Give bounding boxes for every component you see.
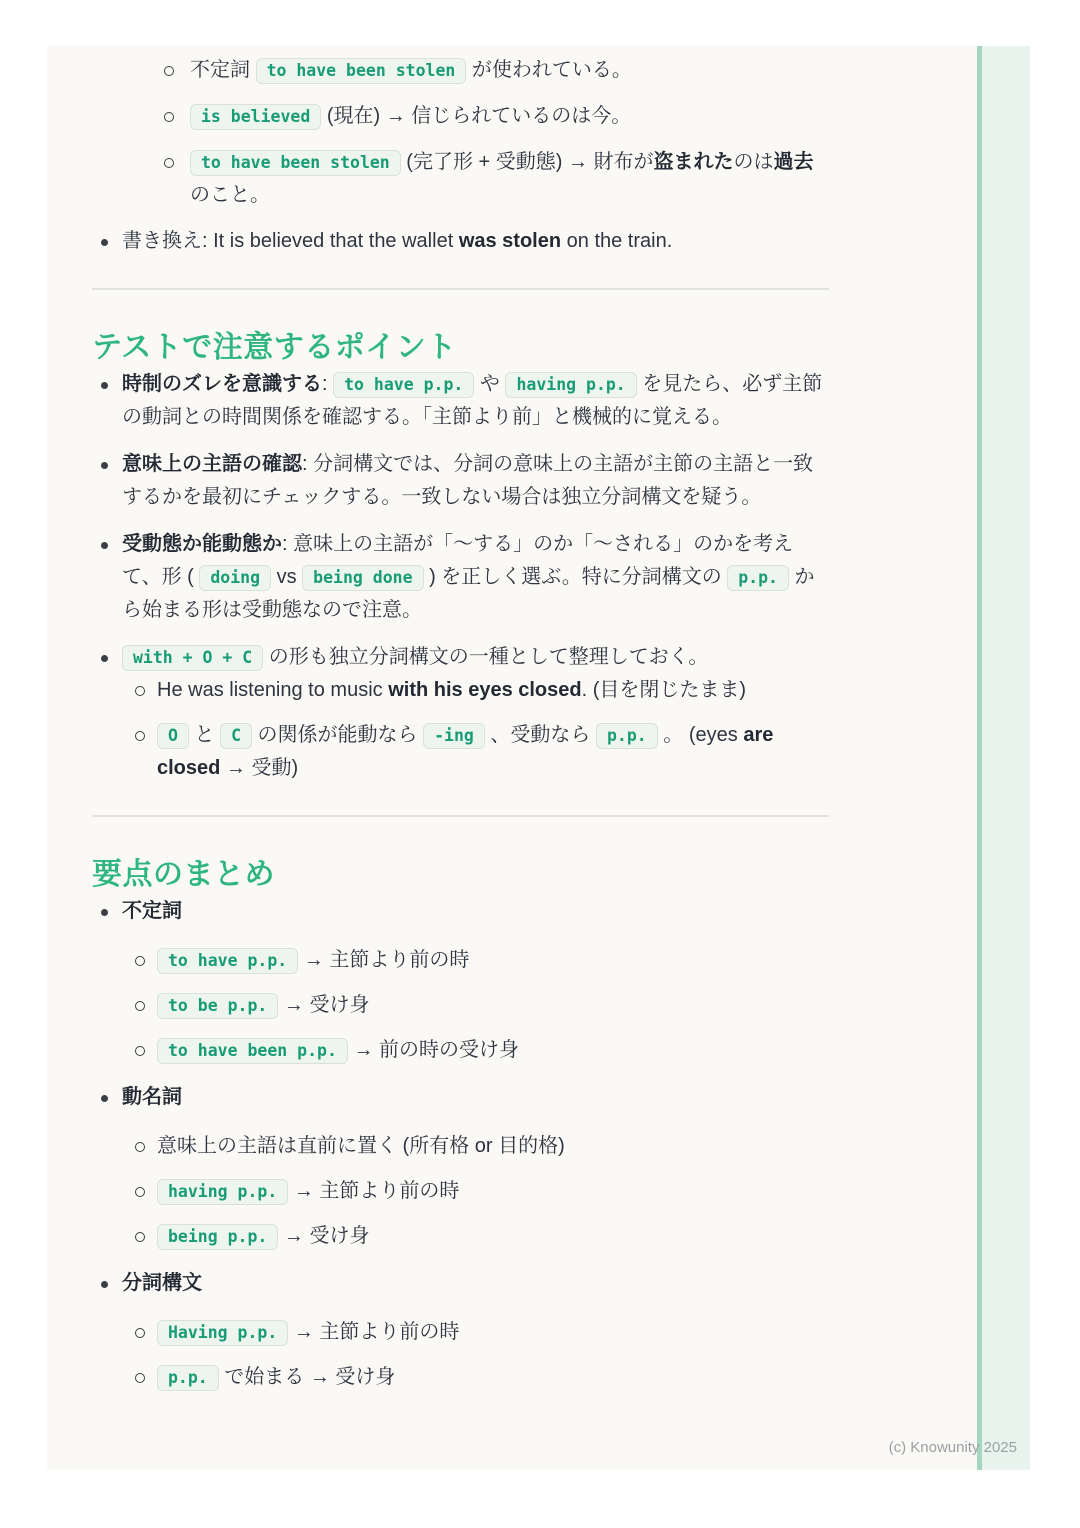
summary-item: Having p.p. → 主節より前の時 — [122, 1316, 829, 1349]
code-badge: O — [157, 723, 189, 749]
code-badge: having p.p. — [505, 372, 636, 398]
intro-circle-list — [92, 54, 829, 212]
summary-item: 意味上の主語は直前に置く (所有格 or 目的格) — [122, 1130, 829, 1163]
code-badge: to have p.p. — [333, 372, 474, 398]
summary-group-items — [122, 1316, 829, 1394]
sub-list — [122, 674, 829, 785]
code-badge: is believed — [190, 104, 321, 130]
test-point-item: with + O + C の形も独立分詞構文の一種として整理しておく。 He was listening to music with his eyes closed. (目を閉じたまま) O と C の関係が能動なら -ing 、受動なら p.p. 。 (eyes are closed → 受動) — [92, 641, 829, 785]
footer-copyright: (c) Knowunity 2025 — [888, 1439, 1017, 1456]
bold-text: are closed — [157, 724, 774, 779]
summary-item: p.p. で始まる → 受け身 — [122, 1361, 829, 1394]
sub-list-item: O と C の関係が能動なら -ing 、受動なら p.p. 。 (eyes are closed → 受動) — [122, 719, 829, 785]
code-badge: p.p. — [157, 1365, 219, 1391]
summary-group-items — [122, 1130, 829, 1253]
bold-text: with his eyes closed — [388, 679, 582, 701]
intro-circle-item: 不定詞 to have been stolen が使われている。 — [92, 54, 829, 87]
summary-group — [92, 895, 829, 1067]
code-badge: being done — [302, 565, 423, 591]
test-point-item: 受動態か能動態か: 意味上の主語が「〜する」のか「〜される」のかを考えて、形 ( doing vs being done ) を正しく選ぶ。特に分詞構文の p.p. から始まる形は受動態なので注意。 — [92, 528, 829, 627]
summary-group-title: 分詞構文 — [122, 1272, 202, 1294]
section-divider — [92, 288, 829, 290]
section-heading-summary: 要点のまとめ — [92, 858, 275, 891]
code-badge: to have been stolen — [256, 58, 467, 84]
test-points-list — [92, 368, 829, 785]
summary-item: being p.p. → 受け身 — [122, 1220, 829, 1253]
test-point-item: 時制のズレを意識する: to have p.p. や having p.p. を見たら、必ず主節の動詞との時間関係を確認する。「主節より前」と機械的に覚える。 — [92, 368, 829, 434]
code-badge: to be p.p. — [157, 993, 278, 1019]
summary-item: to have p.p. → 主節より前の時 — [122, 944, 829, 977]
summary-group — [92, 1081, 829, 1253]
code-badge: doing — [199, 565, 271, 591]
code-badge: being p.p. — [157, 1224, 278, 1250]
bold-text: 意味上の主語の確認 — [122, 453, 302, 475]
summary-group — [92, 1267, 829, 1394]
summary-item: having p.p. → 主節より前の時 — [122, 1175, 829, 1208]
code-badge: p.p. — [727, 565, 789, 591]
code-badge: with + O + C — [122, 645, 263, 671]
bold-text: 時制のズレを意識する — [122, 373, 322, 395]
sub-list-item: He was listening to music with his eyes closed. (目を閉じたまま) — [122, 674, 829, 707]
bold-text: 受動態か能動態か — [122, 533, 282, 555]
intro-circle-item: is believed (現在) → 信じられているのは今。 — [92, 100, 829, 133]
bold-text: was stolen — [458, 230, 562, 252]
summary-item: to be p.p. → 受け身 — [122, 989, 829, 1022]
code-badge: to have been p.p. — [157, 1038, 348, 1064]
code-badge: -ing — [423, 723, 485, 749]
summary-list — [92, 895, 829, 1394]
code-badge: to have been stolen — [190, 150, 401, 176]
section-heading-test-points: テストで注意するポイント — [92, 331, 457, 364]
bold-text: 過去 — [773, 151, 814, 173]
document-page — [47, 46, 1030, 1470]
intro-disc-list — [92, 225, 829, 258]
summary-group-title: 不定詞 — [122, 900, 182, 922]
code-badge: p.p. — [596, 723, 658, 749]
bold-text: 盗まれた — [653, 151, 734, 173]
page-content — [92, 46, 829, 1408]
code-badge: having p.p. — [157, 1179, 288, 1205]
test-point-item: 意味上の主語の確認: 分詞構文では、分詞の意味上の主語が主節の主語と一致するかを最初にチェックする。一致しない場合は独立分詞構文を疑う。 — [92, 448, 829, 514]
code-badge: Having p.p. — [157, 1320, 288, 1346]
summary-group-items — [122, 944, 829, 1067]
section-divider — [92, 815, 829, 817]
summary-group-title: 動名詞 — [122, 1086, 182, 1108]
summary-item: to have been p.p. → 前の時の受け身 — [122, 1034, 829, 1067]
code-badge: to have p.p. — [157, 948, 298, 974]
intro-circle-item: to have been stolen (完了形 + 受動態) → 財布が盗まれたのは過去のこと。 — [92, 146, 829, 212]
intro-disc-item: 書き換え: It is believed that the wallet was stolen on the train. — [92, 225, 829, 258]
mint-side-strip — [982, 46, 1030, 1470]
code-badge: C — [220, 723, 252, 749]
